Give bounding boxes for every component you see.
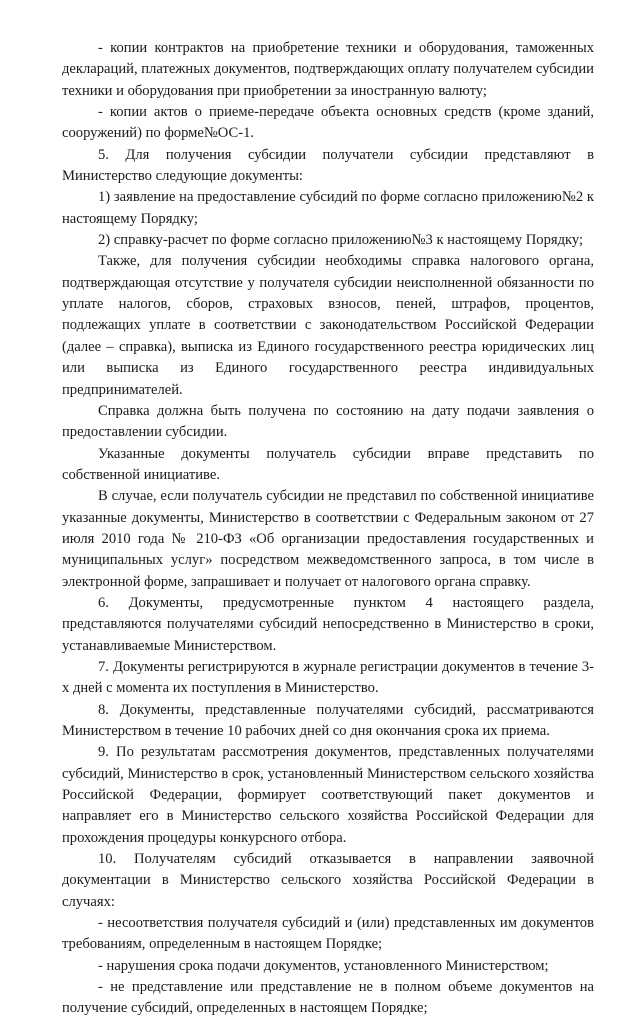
- paragraph-item-10: 10. Получателям субсидий отказывается в направлении заявочной документации в Министерство сельского хозяйства Российской Федерации в случаях:: [62, 851, 594, 910]
- paragraph-item-5: 5. Для получения субсидии получатели субсидии представляют в Министерство следующие документы:: [62, 146, 594, 185]
- paragraph-item-9: 9. По результатам рассмотрения документов, представленных получателями субсидий, Министерство в срок, установленный Министерством сельского хозяйства Российской Федерации, формирует соответствующий пакет документов и направляет его в Министерство сельского хозяйства Российской Федерации для прохождения процедуры конкурсного отбора.: [62, 744, 594, 846]
- paragraph-refusal-mismatch: - несоответствия получателя субсидий и (или) представленных им документов требованиям, определенным в настоящем Порядке;: [62, 915, 594, 953]
- paragraph-item-8: 8. Документы, представленные получателями субсидий, рассматриваются Министерством в течение 10 рабочих дней со дня окончания срока их приема.: [62, 701, 594, 739]
- paragraph-tax-certificate: Также, для получения субсидии необходимы справка налогового органа, подтверждающая отсутствие у получателя субсидии неисполненной обязанности по уплате налогов, сборов, страховых взносов, пеней, штрафов, процентов, подлежащих уплате в соответствии с законодательством Российской Федерации (далее – справка), выписка из Единого государственного реестра юридических лиц или выписка из Единого государственного реестра индивидуальных предпринимателей.: [62, 253, 594, 398]
- paragraph-item-6: 6. Документы, предусмотренные пунктом 4 настоящего раздела, представляются получателями субсидий непосредственно в Министерство в сроки, устанавливаемые Министерством.: [62, 594, 594, 654]
- paragraph-contract-copies: - копии контрактов на приобретение техники и оборудования, таможенных деклараций, платежных документов, подтверждающих оплату получателем субсидии техники и оборудования при приобретении за иностранную валюту;: [62, 40, 594, 99]
- paragraph-item-5-1: 1) заявление на предоставление субсидий по форме согласно приложению№2 к настоящему Порядку;: [62, 189, 594, 227]
- paragraph-own-initiative: Указанные документы получатель субсидии вправе представить по собственной инициативе.: [62, 445, 594, 483]
- paragraph-refusal-deadline: - нарушения срока подачи документов, установленного Министерством;: [98, 957, 549, 974]
- paragraph-certificate-date: Справка должна быть получена по состоянию на дату подачи заявления о предоставлении субсидии.: [62, 402, 594, 441]
- paragraph-item-5-2: 2) справку-расчет по форме согласно приложению№3 к настоящему Порядку;: [98, 232, 584, 249]
- paragraph-acceptance-acts: - копии актов о приеме-передаче объекта основных средств (кроме зданий, сооружений) по форме№ОС-1.: [62, 104, 594, 142]
- paragraph-interagency-request: В случае, если получатель субсидии не представил по собственной инициативе указанные документы, Министерство в соответствии с Федеральным законом от 27 июля 2010 года № 210-ФЗ «Об организации предоставления государственных и муниципальных услуг» посредством межведомственного запроса, в том числе в электронной форме, запрашивает и получает от налогового органа справку.: [62, 488, 594, 590]
- document-page: [62, 38, 594, 1020]
- paragraph-item-7: 7. Документы регистрируются в журнале регистрации документов в течение 3-х дней с момента их поступления в Министерство.: [62, 658, 594, 697]
- paragraph-refusal-incomplete: - не представление или представление не в полном объеме документов на получение субсидий, определенных в настоящем Порядке;: [62, 979, 594, 1017]
